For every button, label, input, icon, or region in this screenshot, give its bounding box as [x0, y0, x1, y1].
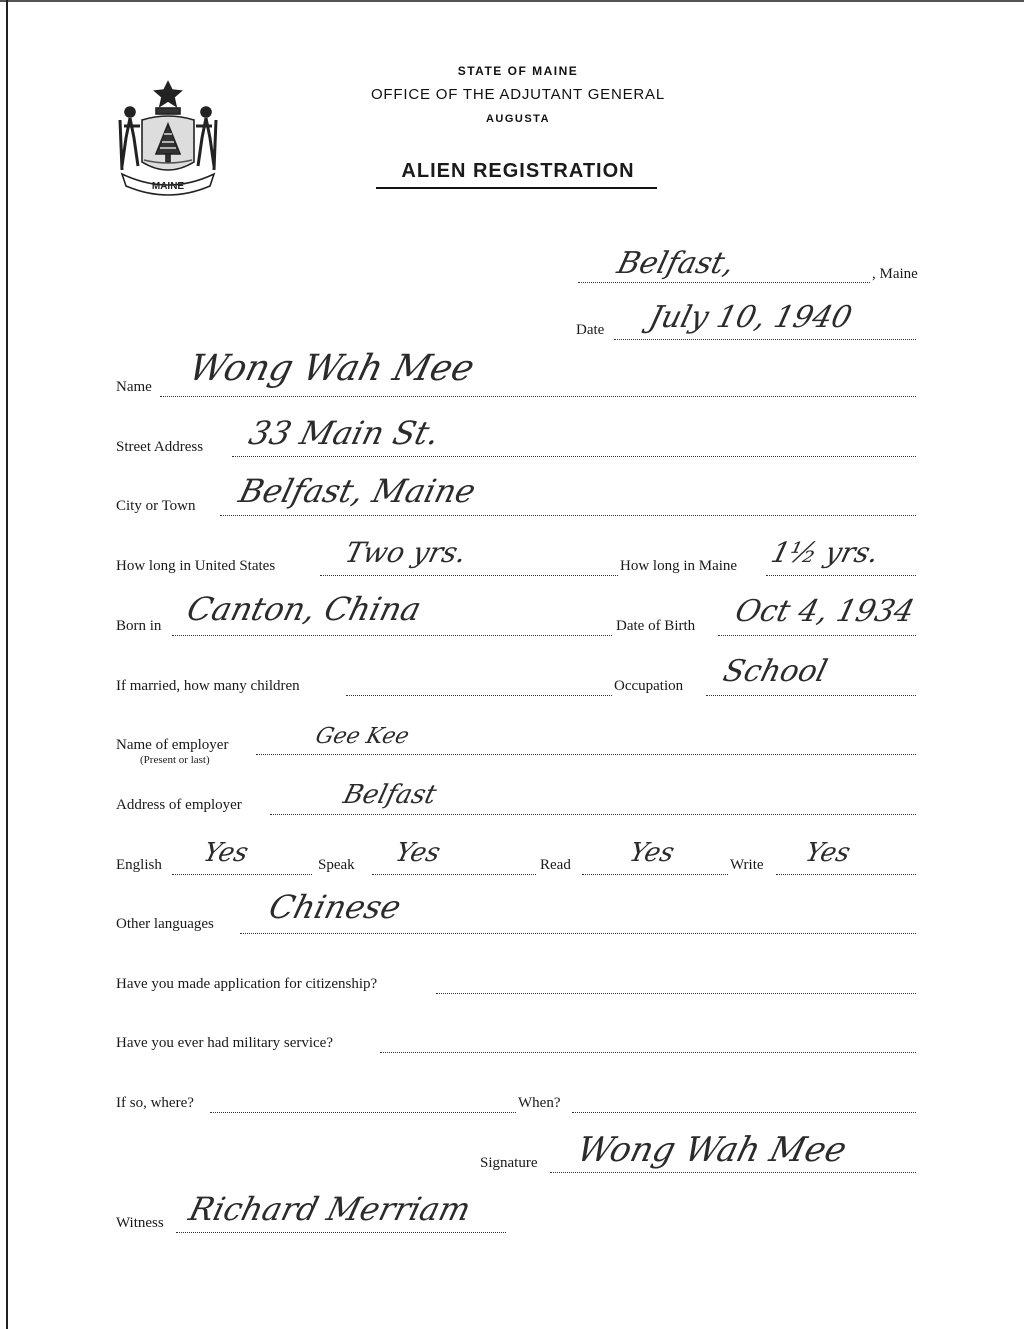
military-label: Have you ever had military service?	[116, 1035, 333, 1051]
occupation-line	[706, 695, 916, 696]
write-line	[776, 874, 916, 875]
date-of-birth-line	[718, 635, 916, 636]
english-label: English	[116, 857, 162, 873]
signature-entry: Wong Wah Mee	[573, 1130, 851, 1170]
employer-address-line	[270, 814, 916, 815]
street-address-label: Street Address	[116, 439, 204, 455]
military-line	[380, 1052, 916, 1053]
where-label: If so, where?	[116, 1095, 194, 1111]
office-heading: OFFICE OF THE ADJUTANT GENERAL	[370, 86, 666, 103]
read-entry: Yes	[626, 838, 678, 868]
occupation-label: Occupation	[614, 678, 684, 694]
city-town-label: City or Town	[116, 498, 196, 514]
how-long-maine-line	[766, 575, 916, 576]
english-line	[172, 874, 312, 875]
when-label: When?	[518, 1095, 561, 1111]
title-underline	[376, 187, 657, 189]
street-address-line	[232, 456, 916, 457]
speak-entry: Yes	[392, 838, 444, 868]
name-entry: Wong Wah Mee	[184, 348, 479, 389]
date-entry: July 10, 1940	[645, 300, 856, 335]
city-heading: AUGUSTA	[485, 113, 551, 125]
speak-line	[372, 874, 536, 875]
write-entry: Yes	[802, 838, 854, 868]
how-long-us-entry: Two yrs.	[341, 536, 470, 569]
employer-address-entry: Belfast	[340, 780, 440, 810]
name-line	[160, 396, 916, 397]
how-long-us-label: How long in United States	[116, 558, 276, 574]
date-of-birth-entry: Oct 4, 1934	[731, 594, 918, 629]
form-title: ALIEN REGISTRATION	[401, 160, 635, 182]
other-languages-entry: Chinese	[265, 888, 405, 926]
witness-label: Witness	[116, 1215, 164, 1231]
city-town-entry: Belfast, Maine	[235, 472, 480, 510]
date-of-birth-label: Date of Birth	[616, 618, 696, 634]
how-long-us-line	[320, 575, 618, 576]
read-line	[582, 874, 728, 875]
english-entry: Yes	[200, 838, 252, 868]
state-heading: STATE OF MAINE	[457, 64, 579, 78]
city-town-line	[220, 515, 916, 516]
date-label: Date	[576, 322, 605, 338]
employer-address-label: Address of employer	[116, 797, 242, 813]
street-address-entry: 33 Main St.	[245, 414, 444, 452]
citizenship-label: Have you made application for citizenship?	[116, 976, 378, 992]
other-languages-line	[240, 933, 916, 934]
how-long-maine-entry: 1½ yrs.	[767, 536, 883, 569]
witness-line	[176, 1232, 506, 1233]
read-label: Read	[540, 857, 571, 873]
born-in-line	[172, 635, 612, 636]
place-entry: Belfast,	[613, 246, 738, 281]
employer-sublabel: (Present or last)	[140, 754, 210, 766]
write-label: Write	[730, 857, 764, 873]
scan-left-edge	[6, 0, 8, 1329]
speak-label: Speak	[318, 857, 355, 873]
employer-entry: Gee Kee	[312, 724, 412, 749]
scan-top-edge	[0, 0, 1024, 2]
when-line	[572, 1112, 916, 1113]
employer-line	[256, 754, 916, 755]
born-in-label: Born in	[116, 618, 162, 634]
children-line	[346, 695, 612, 696]
children-label: If married, how many children	[116, 678, 300, 694]
other-languages-label: Other languages	[116, 916, 214, 932]
employer-label: Name of employer	[116, 737, 229, 753]
signature-label: Signature	[480, 1155, 538, 1171]
state-seal-icon	[112, 74, 224, 202]
citizenship-line	[436, 993, 916, 994]
date-line	[614, 339, 916, 340]
seal-banner-text: MAINE	[151, 181, 185, 192]
born-in-entry: Canton, China	[183, 590, 426, 628]
where-line	[210, 1112, 516, 1113]
signature-line	[550, 1172, 916, 1173]
witness-entry: Richard Merriam	[185, 1190, 475, 1228]
place-suffix-label: , Maine	[872, 266, 918, 282]
name-label: Name	[116, 379, 152, 395]
how-long-maine-label: How long in Maine	[620, 558, 738, 574]
occupation-entry: School	[719, 654, 831, 689]
place-line	[578, 282, 870, 283]
